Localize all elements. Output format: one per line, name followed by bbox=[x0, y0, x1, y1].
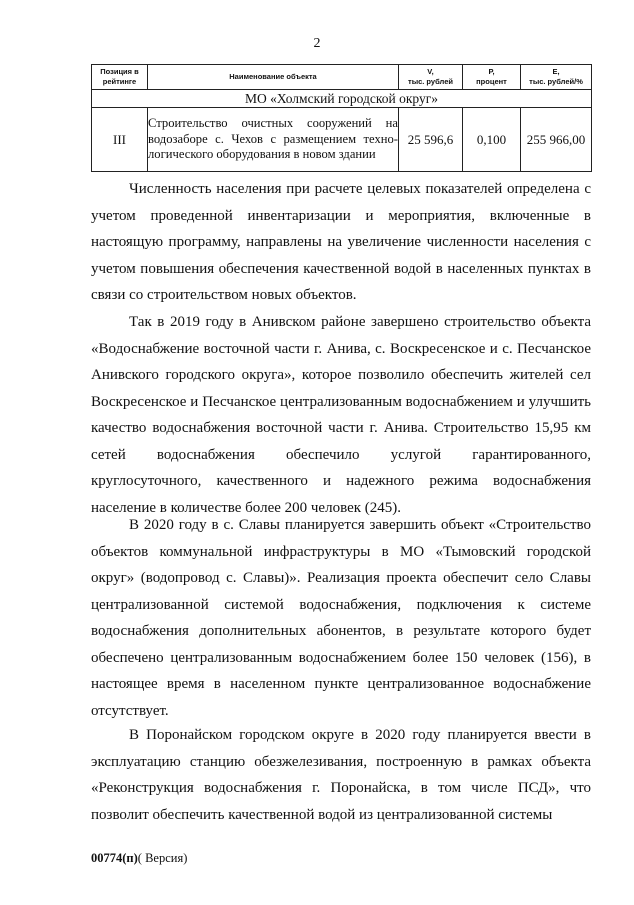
table-row bbox=[92, 108, 592, 172]
table-region-row bbox=[92, 90, 592, 108]
cell-object-name: Строительство очистных сооружений на водозаборе с. Чехов с размещением техно-логического оборудования в новом здании bbox=[148, 108, 399, 172]
paragraph-aniva: Так в 2019 году в Анивском районе завершено строительство объекта «Водоснабжение восточной части г. Анива, с. Воскресенское и с. Песчанское Анивского городского округа», которое позволило обеспечить жителей сел Воскресенское и Песчанское централизованным водоснабжением и улучшить качество водоснабжения восточной части г. Анива. Строительство 15,95 км сетей водоснабжения обеспечило услугой гарантированного, круглосуточного, качественного и надежного режима водоснабжения население в количестве более 200 человек (245). bbox=[91, 314, 591, 516]
table-header-row bbox=[92, 65, 592, 90]
rating-table bbox=[91, 64, 592, 172]
page-number: 2 bbox=[313, 36, 321, 51]
document-version: ( Версия) bbox=[137, 851, 188, 865]
header-e: E, тыс. рублей/% bbox=[521, 65, 592, 90]
footer bbox=[91, 851, 187, 866]
cell-v: 25 596,6 bbox=[399, 108, 463, 172]
cell-e: 255 966,00 bbox=[521, 108, 592, 172]
paragraph-population: Численность населения при расчете целевых показателей определена с учетом проведенной инвентаризации и мероприятия, включенные в настоящую программу, направлены на увеличение численности населения с учетом повышения обеспечения качественной водой в населенных пунктах в связи со строительством новых объектов. bbox=[91, 181, 591, 303]
paragraph-poronaysk: В Поронайском городском округе в 2020 году планируется ввести в эксплуатацию станцию обезжелезивания, построенную в рамках объекта «Реконструкция водоснабжения г. Поронайска, в том числе ПСД», что позволит обеспечить качественной водой из централизованной системы bbox=[91, 727, 591, 823]
header-position: Позиция в рейтинге bbox=[92, 65, 148, 90]
header-p: P, процент bbox=[463, 65, 521, 90]
cell-position: III bbox=[92, 108, 148, 172]
header-object-name: Наименование объекта bbox=[148, 65, 399, 90]
header-v: V, тыс. рублей bbox=[399, 65, 463, 90]
document-code: 00774(п) bbox=[91, 851, 138, 865]
region-name: МО «Холмский городской округ» bbox=[92, 90, 592, 108]
cell-p: 0,100 bbox=[463, 108, 521, 172]
paragraph-slavy: В 2020 году в с. Славы планируется завершить объект «Строительство объектов коммунальной инфраструктуры в МО «Тымовский городской округ» (водопровод с. Славы)». Реализация проекта обеспечит село Славы централизованной системой водоснабжения, подключения к системе водоснабжения дополнительных абонентов, в результате которого будет обеспечено централизованным водоснабжением более 150 человек (156), в настоящее время в населенном пункте централизованное водоснабжение отсутствует. bbox=[91, 517, 591, 719]
